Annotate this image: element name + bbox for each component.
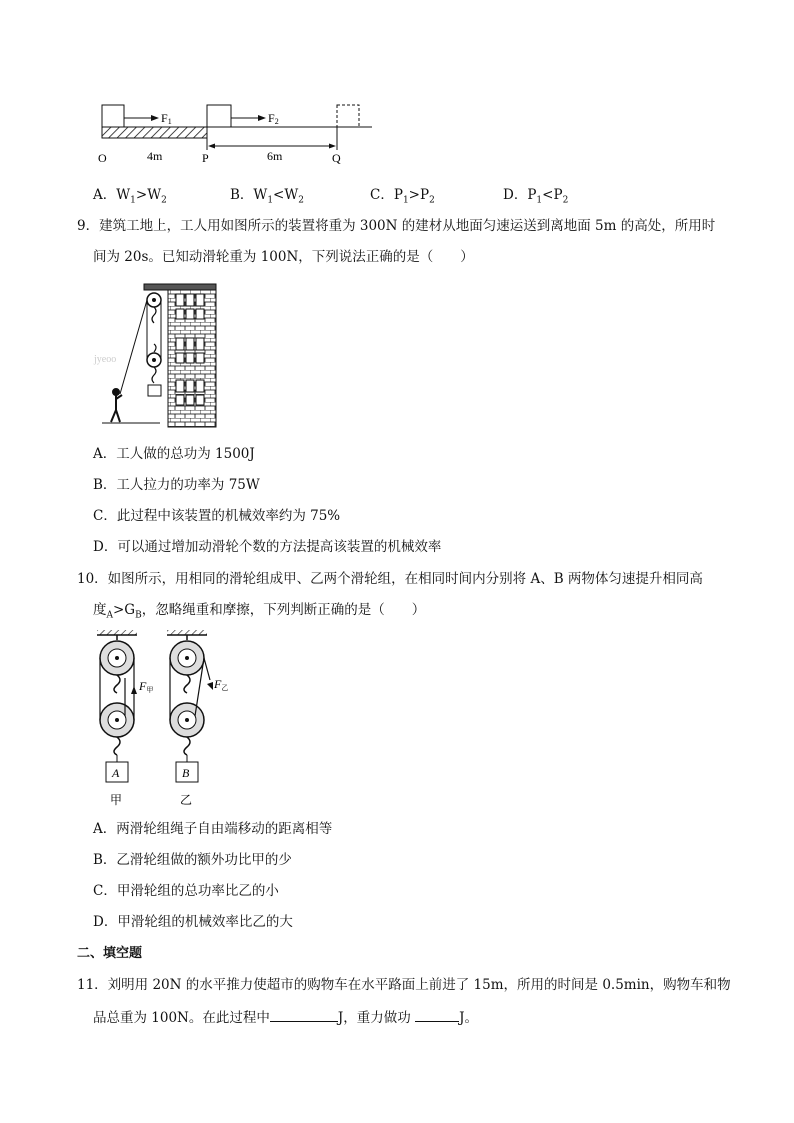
- caption-yi: 乙: [180, 793, 193, 807]
- q8-option-a[interactable]: A．$W_1>W_2$: [93, 187, 167, 206]
- building-material: [148, 385, 161, 396]
- q9-option-d[interactable]: D．可以通过增加动滑轮个数的方法提高该装置的机械效率: [93, 539, 442, 555]
- caption-jia: 甲: [110, 793, 123, 807]
- svg-text:A: A: [112, 766, 120, 780]
- dist-4m: 4m: [147, 149, 163, 163]
- q10-option-a[interactable]: A．两滑轮组绳子自由端移动的距离相等: [93, 821, 333, 837]
- block-1: [102, 105, 124, 127]
- q10-figure: [92, 628, 242, 808]
- blank-2[interactable]: [415, 1007, 459, 1022]
- q10-stem-line2: 度$_A>G_B$，忽略绳重和摩擦，下列判断正确的是（ ）: [93, 602, 426, 621]
- watermark: jyeoo: [94, 354, 117, 365]
- q8-option-c[interactable]: C．$P_1>P_2$: [370, 187, 435, 206]
- q8-option-b[interactable]: B．$W_1<W_2$: [230, 187, 304, 206]
- point-o: O: [98, 151, 107, 165]
- q9-option-b[interactable]: B．工人拉力的功率为 75W: [93, 477, 260, 493]
- f2-label: F2: [268, 111, 279, 126]
- point-q: Q: [332, 151, 341, 165]
- q9-stem-line1: 9．建筑工地上，工人用如图所示的装置将重为 300N 的建材从地面匀速运送到离地面 5m 的高处，所用时: [77, 218, 716, 234]
- blank-1[interactable]: [270, 1007, 338, 1022]
- block-final-dashed: [337, 105, 359, 127]
- force-jia-label: F甲: [139, 679, 154, 694]
- q9-option-c[interactable]: C．此过程中该装置的机械效率约为 75%: [93, 508, 341, 524]
- section-fill-in-blank: 二、填空题: [77, 946, 143, 961]
- q10-stem-line1: 10．如图所示，用相同的滑轮组成甲、乙两个滑轮组，在相同时间内分别将 A、B 两物体匀速提升相同高: [77, 571, 703, 587]
- q9-stem-line2: 间为 20s。已知动滑轮重为 100N，下列说法正确的是（ ）: [93, 249, 474, 265]
- q9-figure: [94, 282, 225, 427]
- point-p: P: [202, 151, 209, 165]
- q10-option-d[interactable]: D．甲滑轮组的机械效率比乙的大: [93, 914, 293, 930]
- q11-stem-line1: 11．刘明用 20N 的水平推力使超市的购物车在水平路面上前进了 15m，所用的时间是 0.5min，购物车和物: [77, 977, 731, 993]
- block-2: [207, 105, 231, 127]
- svg-text:B: B: [182, 766, 190, 780]
- q9-option-a[interactable]: A．工人做的总功为 1500J: [93, 446, 255, 462]
- q11-stem-line2: 品总重为 100N。在此过程中 J，重力做功 J。: [93, 1007, 478, 1027]
- dist-6m: 6m: [267, 149, 283, 163]
- q8-option-d[interactable]: D．$P_1<P_2$: [503, 187, 569, 206]
- force-yi-label: F乙: [214, 677, 229, 692]
- q10-option-c[interactable]: C．甲滑轮组的总功率比乙的小: [93, 883, 279, 899]
- q8-figure: [95, 100, 385, 170]
- rough-surface: [102, 127, 207, 138]
- q10-option-b[interactable]: B．乙滑轮组做的额外功比甲的少: [93, 852, 292, 868]
- f1-label: F1: [161, 111, 172, 126]
